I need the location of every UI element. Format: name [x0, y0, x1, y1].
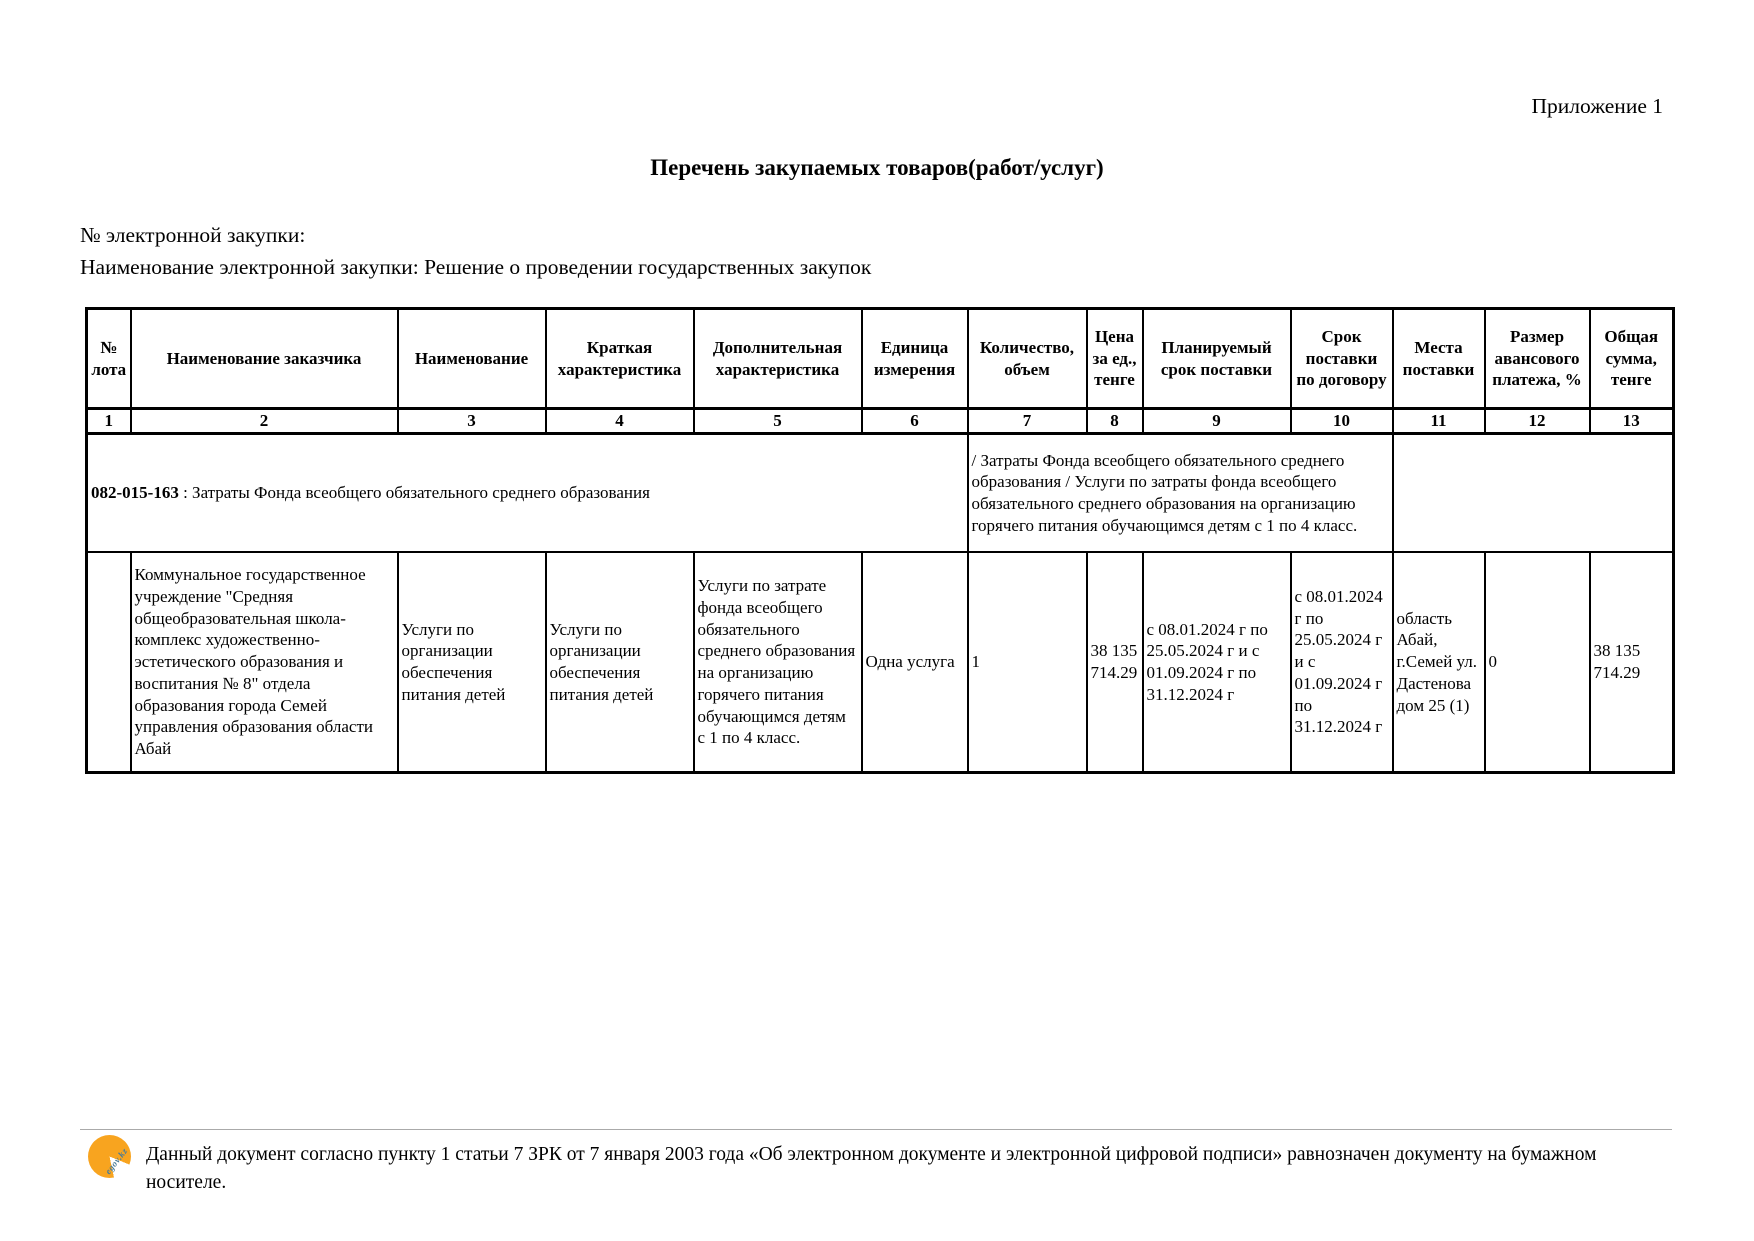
lot-code: 082-015-163: [91, 483, 179, 503]
col-header-lot-no: № лота: [87, 309, 131, 409]
col-number: 9: [1143, 409, 1291, 434]
col-header-advance-percent: Размер авансового платежа, %: [1485, 309, 1590, 409]
lot-empty-cell: [1393, 434, 1674, 553]
lot-title-text: : Затраты Фонда всеобщего обязательного среднего образования: [178, 483, 650, 503]
col-number: 13: [1590, 409, 1674, 434]
cell-advance-percent: 0: [1485, 552, 1590, 773]
cell-name: Услуги по организации обеспечения питания детей: [398, 552, 546, 773]
cell-unit: Одна услуга: [862, 552, 968, 773]
col-header-customer: Наименование заказчика: [131, 309, 398, 409]
lot-summary-row: [87, 434, 1674, 553]
col-header-total-sum: Общая сумма, тенге: [1590, 309, 1674, 409]
cell-delivery-place: область Абай, г.Семей ул. Дастенова дом 25 (1): [1393, 552, 1485, 773]
col-number: 2: [131, 409, 398, 434]
col-number: 10: [1291, 409, 1393, 434]
cell-additional-description: Услуги по затрате фонда всеобщего обязательного среднего образования на организацию горячего питания обучающимся детям с 1 по 4 класс.: [694, 552, 862, 773]
col-header-unit-price: Цена за ед., тенге: [1087, 309, 1143, 409]
col-header-planned-delivery: Планируемый срок поставки: [1143, 309, 1291, 409]
lot-title-cell: [87, 434, 968, 553]
col-header-delivery-place: Места поставки: [1393, 309, 1485, 409]
appendix-label: Приложение 1: [1531, 94, 1663, 118]
col-header-unit: Единица измерения: [862, 309, 968, 409]
col-number: 11: [1393, 409, 1485, 434]
cell-quantity: 1: [968, 552, 1087, 773]
col-header-short-description: Краткая характеристика: [546, 309, 694, 409]
footer-divider: [80, 1129, 1672, 1130]
col-header-quantity: Количество, объем: [968, 309, 1087, 409]
col-number: 1: [87, 409, 131, 434]
col-number: 3: [398, 409, 546, 434]
footer-note: Данный документ согласно пункту 1 статьи 7 ЗРК от 7 января 2003 года «Об электронном документе и электронной цифровой подписи» равнозначен документу на бумажном носителе.: [146, 1144, 1597, 1193]
page-title: Перечень закупаемых товаров(работ/услуг): [650, 155, 1104, 180]
col-header-additional-description: Дополнительная характеристика: [694, 309, 862, 409]
col-number: 12: [1485, 409, 1590, 434]
cell-total-sum: 38 135 714.29: [1590, 552, 1674, 773]
purchase-number-line: № электронной закупки:: [80, 223, 306, 247]
cell-short-description: Услуги по организации обеспечения питания детей: [546, 552, 694, 773]
col-number: 8: [1087, 409, 1143, 434]
col-header-contract-delivery: Срок поставки по договору: [1291, 309, 1393, 409]
purchase-name-line: Наименование электронной закупки: Решение о проведении государственных закупок: [80, 255, 872, 279]
col-number: 5: [694, 409, 862, 434]
column-numbers-row: [87, 409, 1674, 434]
egov-logo-text: egov.kz: [102, 1145, 130, 1177]
cell-lot-no: [87, 552, 131, 773]
cell-unit-price: 38 135 714.29: [1087, 552, 1143, 773]
col-number: 4: [546, 409, 694, 434]
lot-description-cell: / Затраты Фонда всеобщего обязательного среднего образования / Услуги по затраты фонда всеобщего обязательного среднего образования на организацию горячего питания обучающимся детям с 1 по 4 класс.: [968, 434, 1393, 553]
col-number: 6: [862, 409, 968, 434]
col-header-name: Наименование: [398, 309, 546, 409]
cell-planned-delivery: с 08.01.2024 г по 25.05.2024 г и с 01.09.2024 г по 31.12.2024 г: [1143, 552, 1291, 773]
cell-contract-delivery: с 08.01.2024 г по 25.05.2024 г и с 01.09.2024 г по 31.12.2024 г: [1291, 552, 1393, 773]
egov-logo: [88, 1135, 134, 1181]
col-number: 7: [968, 409, 1087, 434]
table-header-row: [87, 309, 1674, 409]
table-row: [87, 552, 1674, 773]
procurement-table: [85, 307, 1675, 774]
cell-customer: Коммунальное государственное учреждение "Средняя общеобразовательная школа-комплекс художественно-эстетического образования и воспитания № 8" отдела образования города Семей управления образования области Абай: [131, 552, 398, 773]
purchase-meta: [80, 219, 871, 283]
